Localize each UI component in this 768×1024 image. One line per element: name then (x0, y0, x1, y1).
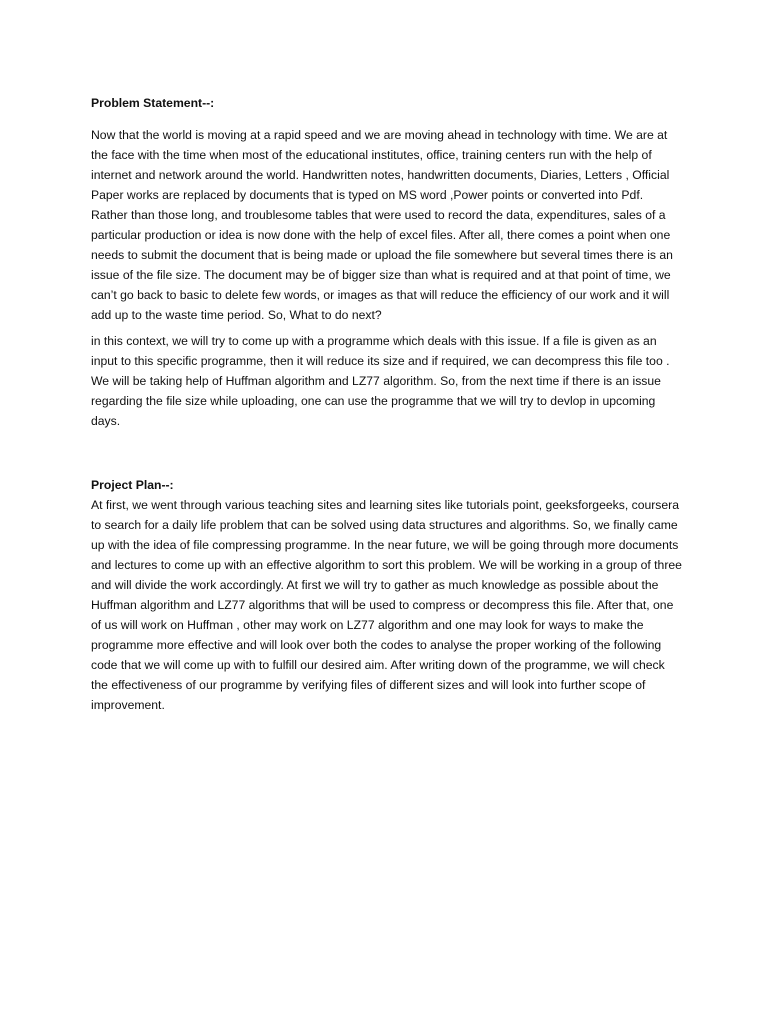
spacer (91, 431, 683, 475)
problem-statement-paragraph-1: Now that the world is moving at a rapid speed and we are moving ahead in technology with time. We are at the face with the time when most of the educational institutes, office, training centers run with the help of internet and network around the world. Handwritten notes, handwritten documents, Diaries, Letters , Official Paper works are replaced by documents that is typed on MS word ,Power points or converted into Pdf. Rather than those long, and troublesome tables that were used to record the data, expenditures, sales of a particular production or idea is now done with the help of excel files. After all, there comes a point when one needs to submit the document that is being made or upload the file somewhere but several times there is an issue of the file size. The document may be of bigger size than what is required and at that point of time, we can’t go back to basic to delete few words, or images as that will reduce the efficiency of our work and it will add up to the waste time period. So, What to do next? (91, 128, 673, 322)
document-page (91, 93, 683, 715)
problem-statement-paragraph-2: in this context, we will try to come up with a programme which deals with this issue. If a file is given as an input to this specific programme, then it will reduce its size and if required, we can decompress this file too . We will be taking help of Huffman algorithm and LZ77 algorithm. So, from the next time if there is an issue regarding the file size while uploading, one can use the programme that we will try to devlop in upcoming days. (91, 334, 670, 428)
problem-statement-heading: Problem Statement--: (91, 96, 215, 110)
project-plan-paragraph: At first, we went through various teaching sites and learning sites like tutorials point, geeksforgeeks, coursera to search for a daily life problem that can be solved using data structures and algorithms. So, we finally came up with the idea of file compressing programme. In the near future, we will be going through more documents and lectures to come up with an effective algorithm to sort this problem. We will be working in a group of three and will divide the work accordingly. At first we will try to gather as much knowledge as possible about the Huffman algorithm and LZ77 algorithms that will be used to compress or decompress this file. After that, one of us will work on Huffman , other may work on LZ77 algorithm and one may look for ways to make the programme more effective and will look over both the codes to analyse the proper working of the following code that we will come up with to fulfill our desired aim. After writing down of the programme, we will check the effectiveness of our programme by verifying files of different sizes and will look into further scope of improvement. (91, 498, 682, 712)
project-plan-heading: Project Plan--: (91, 478, 174, 492)
spacer (91, 113, 683, 125)
